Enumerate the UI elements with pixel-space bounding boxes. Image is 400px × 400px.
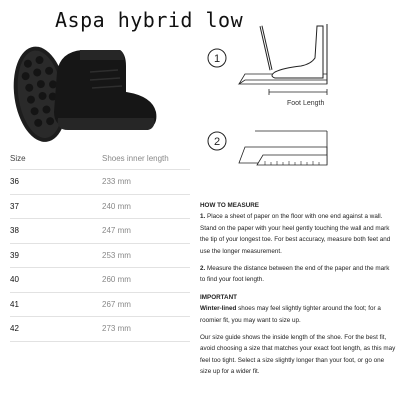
- step2-number: 2: [213, 136, 221, 148]
- measuring-instructions: [200, 200, 396, 384]
- table-header-row: [10, 148, 190, 170]
- table-row: [10, 170, 190, 195]
- table-row: [10, 194, 190, 219]
- table-row: [10, 292, 190, 317]
- important-text: shoes may feel slightly tighter around the foot; for a roomier fit, you may want to size up.: [200, 305, 381, 324]
- table-row: [10, 317, 190, 342]
- page-title: Aspa hybrid low: [55, 8, 244, 32]
- length-cell: 233 mm: [102, 170, 190, 195]
- length-cell: 247 mm: [102, 219, 190, 244]
- length-cell: 240 mm: [102, 194, 190, 219]
- size-cell: 36: [10, 170, 102, 195]
- table-row: [10, 268, 190, 293]
- important-note: [200, 303, 396, 326]
- product-image: [2, 32, 162, 142]
- instruction-step-1: [200, 211, 396, 257]
- step1-text: Place a sheet of paper on the floor with one end against a wall. Stand on the paper with your heel gently touching the wall and mark the tip of your longest toe. For best accuracy, measure both feet and use the longer measurement.: [200, 213, 391, 255]
- size-table: [10, 148, 190, 342]
- step1-label: 1.: [200, 213, 206, 221]
- foot-length-caption: Foot Length: [287, 100, 325, 107]
- step1-number: 1: [213, 53, 221, 65]
- length-cell: 273 mm: [102, 317, 190, 342]
- size-cell: 38: [10, 219, 102, 244]
- size-cell: 41: [10, 292, 102, 317]
- length-cell: 267 mm: [102, 292, 190, 317]
- winter-lined-label: Winter-lined: [200, 305, 237, 313]
- size-cell: 40: [10, 268, 102, 293]
- table-row: [10, 243, 190, 268]
- header-inner-length: Shoes inner length: [102, 148, 190, 170]
- how-to-measure-heading: HOW TO MEASURE: [200, 202, 260, 209]
- size-guide-note: Our size guide shows the inside length of the shoe. For the best fit, avoid choosing a size that matches your exact foot length, as this may feel too tight. Select a size slightly longer than your foot, or go one size up for a wider fit.: [200, 334, 396, 376]
- size-cell: 42: [10, 317, 102, 342]
- boot-side-view: [54, 50, 156, 130]
- table-row: [10, 219, 190, 244]
- header-size: Size: [10, 148, 102, 170]
- size-cell: 39: [10, 243, 102, 268]
- step2-text: Measure the distance between the end of the paper and the mark to find your foot length.: [200, 265, 390, 284]
- length-cell: 260 mm: [102, 268, 190, 293]
- instruction-step-2: [200, 263, 396, 286]
- important-heading: IMPORTANT: [200, 293, 237, 301]
- step1-illustration: [205, 22, 335, 102]
- size-cell: 37: [10, 194, 102, 219]
- step2-illustration: [205, 125, 335, 205]
- length-cell: 253 mm: [102, 243, 190, 268]
- step2-label: 2.: [200, 265, 206, 273]
